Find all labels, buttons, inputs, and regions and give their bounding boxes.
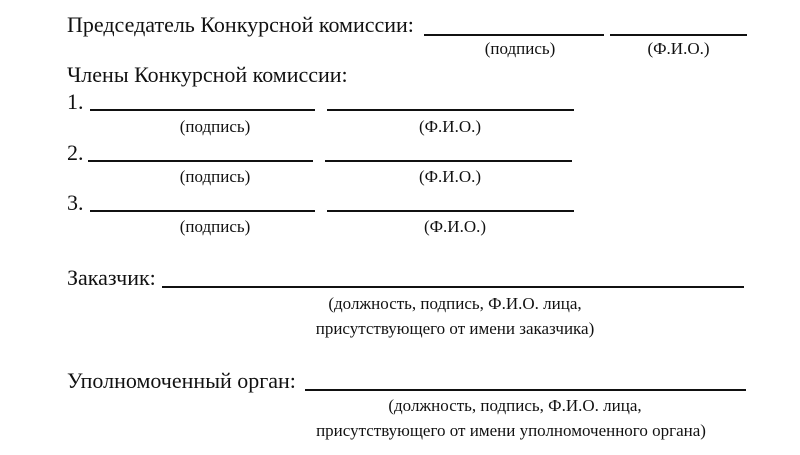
- customer-caption-line1: (должность, подпись, Ф.И.О. лица,: [328, 294, 582, 313]
- member-1-signature-caption: (подпись): [179, 117, 251, 136]
- member-3-number: 3.: [67, 190, 84, 215]
- member-3-name-caption: (Ф.И.О.): [423, 217, 487, 236]
- member-2-signature-caption: (подпись): [179, 167, 251, 186]
- member-2-name-line[interactable]: [325, 160, 572, 162]
- member-1-signature-line[interactable]: [90, 109, 315, 111]
- authorized-body-label: Уполномоченный орган:: [67, 368, 296, 393]
- authorized-body-line[interactable]: [305, 389, 746, 391]
- chairman-label: Председатель Конкурсной комиссии:: [67, 12, 414, 37]
- customer-line[interactable]: [162, 286, 744, 288]
- chairman-name-line[interactable]: [610, 34, 747, 36]
- authorized-body-caption-line1: (должность, подпись, Ф.И.О. лица,: [388, 396, 642, 415]
- customer-caption-line2: присутствующего от имени заказчика): [315, 319, 595, 338]
- chairman-name-caption: (Ф.И.О.): [647, 39, 710, 58]
- member-2-name-caption: (Ф.И.О.): [418, 167, 482, 186]
- customer-label: Заказчик:: [67, 265, 156, 290]
- member-3-name-line[interactable]: [327, 210, 574, 212]
- member-3-signature-caption: (подпись): [179, 217, 251, 236]
- member-3-signature-line[interactable]: [90, 210, 315, 212]
- member-1-name-line[interactable]: [327, 109, 574, 111]
- authorized-body-caption-line2: присутствующего от имени уполномоченного органа): [316, 421, 706, 440]
- member-1-name-caption: (Ф.И.О.): [418, 117, 482, 136]
- chairman-signature-line[interactable]: [424, 34, 604, 36]
- member-2-number: 2.: [67, 140, 84, 165]
- member-2-signature-line[interactable]: [88, 160, 313, 162]
- members-heading: Члены Конкурсной комиссии:: [67, 62, 348, 87]
- member-1-number: 1.: [67, 89, 84, 114]
- chairman-signature-caption: (подпись): [484, 39, 556, 58]
